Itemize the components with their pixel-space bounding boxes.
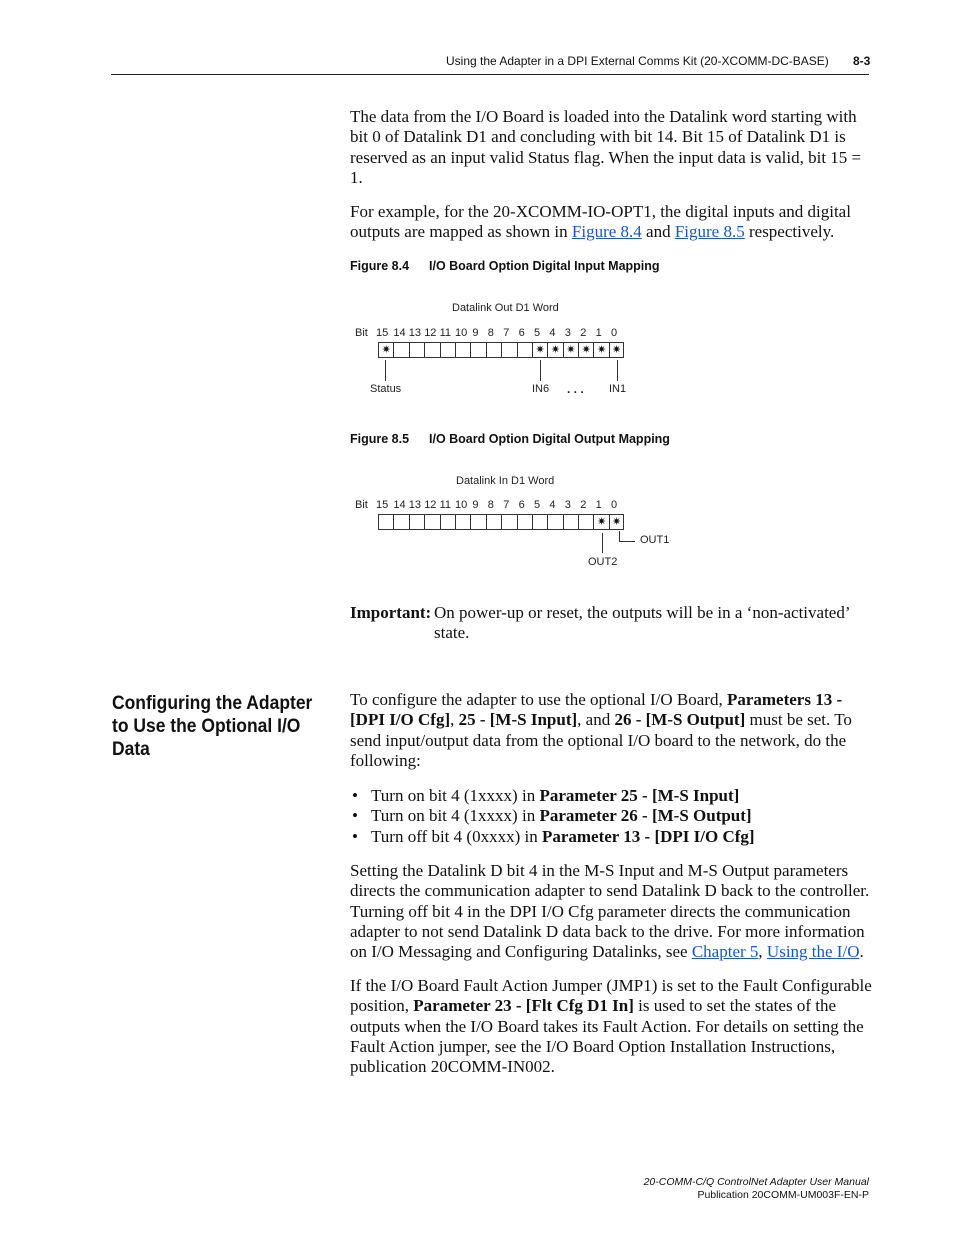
bit-number: 12	[424, 327, 437, 339]
figure-8-4-title: I/O Board Option Digital Input Mapping	[429, 259, 660, 273]
bit-cell	[593, 514, 608, 530]
figure-8-5-link[interactable]: Figure 8.5	[674, 222, 745, 242]
para3-end: .	[859, 942, 864, 962]
asterisk-marker-icon: ✷	[535, 343, 545, 356]
ellipsis-label: . . .	[567, 382, 584, 396]
asterisk-marker-icon: ✷	[597, 343, 607, 356]
out2-pointer-line	[602, 533, 603, 553]
bit-number: 7	[503, 499, 510, 511]
status-pointer-line	[385, 360, 386, 381]
bit-number: 13	[408, 327, 422, 339]
datalink-out-word-label: Datalink Out D1 Word	[452, 302, 559, 314]
bullet-text: Turn off bit 4 (0xxxx) in	[371, 826, 542, 846]
bit-cell	[578, 342, 593, 358]
bit-number: 7	[503, 327, 510, 339]
bit-cell	[470, 342, 485, 358]
bit-cell	[455, 342, 470, 358]
bit-number: 10	[455, 327, 468, 339]
para3-sep: ,	[758, 942, 767, 962]
bit-cell	[532, 514, 547, 530]
figure-8-5-number: Figure 8.5	[350, 432, 410, 446]
using-the-io-link[interactable]: Using the I/O	[766, 942, 860, 962]
bit-number: 4	[549, 499, 556, 511]
bit-number: 9	[472, 499, 479, 511]
bit-number: 10	[455, 499, 468, 511]
intro-text-4: must be set. To send input/output data from the optional I/O board to the network, do the following:	[350, 710, 852, 770]
parameter-bullet-list	[350, 786, 755, 847]
bit-cell	[409, 342, 424, 358]
para2-text-mid: and	[641, 222, 675, 242]
bullet-parameter: Parameter 26 - [M-S Output]	[539, 806, 752, 826]
figure-8-4-number: Figure 8.4	[350, 259, 410, 273]
bit-cell	[409, 514, 424, 530]
bit-cell	[424, 342, 439, 358]
bit-number: 8	[487, 499, 494, 511]
bit-number: 6	[518, 327, 525, 339]
bit-number: 14	[393, 327, 406, 339]
bit-cell	[440, 514, 455, 530]
figure-8-5-caption	[350, 432, 670, 446]
asterisk-marker-icon: ✷	[381, 343, 391, 356]
bit-cell	[378, 342, 393, 358]
bit-number: 4	[549, 327, 556, 339]
fig4-bit-label: Bit	[355, 327, 368, 339]
paragraph-datalink-bit4	[350, 861, 872, 962]
paragraph-mapping-example	[350, 202, 872, 243]
page-number: 8-3	[853, 54, 871, 68]
fig4-bit-cells	[378, 342, 624, 358]
asterisk-marker-icon: ✷	[611, 343, 622, 356]
in6-label: IN6	[532, 383, 550, 395]
bit-number: 11	[439, 499, 452, 511]
bit-number: 5	[534, 327, 541, 339]
bit-number: 5	[534, 499, 541, 511]
list-item	[350, 786, 755, 806]
asterisk-marker-icon: ✷	[581, 343, 591, 356]
list-item	[350, 827, 755, 847]
footer-publication: Publication 20COMM-UM003F-EN-P	[697, 1189, 869, 1201]
figure-8-5-title: I/O Board Option Digital Output Mapping	[429, 432, 670, 446]
out1-label: OUT1	[640, 534, 670, 546]
intro-text-3: , and	[577, 710, 615, 730]
bit-cell	[455, 514, 470, 530]
bit-number: 15	[376, 499, 389, 511]
status-label: Status	[370, 383, 402, 395]
bullet-text: Turn on bit 4 (1xxxx) in	[371, 786, 540, 805]
header-rule	[111, 74, 869, 75]
para3-text: Setting the Datalink D bit 4 in the M-S Input and M-S Output parameters directs the communication adapter to send Datalink D back to the controller. Turning off bit 4 in the DPI I/O Cfg parameter directs the communication adapter to not send Datalink D data back to the drive. For more information on I/O Messaging and Configuring Datalinks, see	[350, 861, 870, 962]
bit-cell	[547, 514, 562, 530]
para2-text-end: respectively.	[744, 222, 835, 242]
intro-param-13: Parameters 13 - [DPI I/O Cfg]	[350, 690, 843, 730]
bit-number: 0	[611, 499, 618, 511]
bit-cell	[378, 514, 393, 530]
bit-number: 1	[595, 499, 602, 511]
bit-number: 2	[580, 327, 587, 339]
in1-label: IN1	[609, 383, 627, 395]
bit-cell	[501, 514, 516, 530]
important-text: On power-up or reset, the outputs will be in a ‘non-activated’ state.	[434, 603, 850, 643]
bullet-parameter: Parameter 13 - [DPI I/O Cfg]	[541, 826, 755, 846]
bit-number: 6	[518, 499, 525, 511]
bit-cell	[517, 514, 532, 530]
bit-number: 3	[564, 327, 571, 339]
bit-cell	[578, 514, 593, 530]
figure-8-4-link[interactable]: Figure 8.4	[571, 222, 642, 242]
asterisk-marker-icon: ✷	[597, 515, 607, 528]
section-heading: Configuring the Adapter to Use the Optional I/O Data	[112, 693, 313, 760]
bullet-parameter: Parameter 25 - [M-S Input]	[539, 786, 740, 805]
bit-cell	[563, 342, 578, 358]
bit-cell	[547, 342, 562, 358]
para4-param-23: Parameter 23 - [Flt Cfg D1 In]	[413, 996, 634, 1016]
bit-number: 3	[564, 499, 571, 511]
bit-cell	[470, 514, 485, 530]
intro-text-1: To configure the adapter to use the optional I/O Board,	[350, 690, 727, 709]
bit-cell	[593, 342, 608, 358]
bit-number: 8	[487, 327, 494, 339]
bit-cell	[486, 514, 501, 530]
out2-label: OUT2	[588, 556, 618, 568]
intro-text-2: ,	[450, 710, 459, 730]
bit-cell	[501, 342, 516, 358]
para2-text-start: For example, for the 20-XCOMM-IO-OPT1, the digital inputs and digital outputs are mapped as shown in	[350, 202, 851, 242]
intro-param-25: 25 - [M-S Input]	[458, 710, 578, 730]
bit-number: 12	[424, 499, 437, 511]
paragraph-datalink-loading: The data from the I/O Board is loaded into the Datalink word starting with bit 0 of Datalink D1 and concluding with bit 14. Bit 15 of Datalink D1 is reserved as an input valid Status flag. When the input data is valid, bit 15 = 1.	[350, 107, 862, 187]
in1-pointer-line	[617, 360, 618, 381]
running-header-title: Using the Adapter in a DPI External Comms Kit (20-XCOMM-DC-BASE)	[446, 54, 829, 68]
bit-cell	[440, 342, 455, 358]
fig5-bit-cells	[378, 514, 624, 530]
bit-number: 2	[580, 499, 587, 511]
bit-cell	[393, 514, 408, 530]
figure-8-4-caption	[350, 259, 660, 273]
bit-cell	[563, 514, 578, 530]
out1-pointer-line	[619, 531, 635, 542]
bit-cell	[609, 514, 624, 530]
bit-cell	[393, 342, 408, 358]
asterisk-marker-icon: ✷	[550, 343, 561, 356]
bit-number: 15	[376, 327, 389, 339]
datalink-in-word-label: Datalink In D1 Word	[456, 475, 555, 487]
para4-text-end: is used to set the states of the outputs when the I/O Board takes its Fault Action. For details on setting the Fault Action jumper, see the I/O Board Option Installation Instructions, publication 20COMM-IN002.	[350, 996, 864, 1077]
section-intro-paragraph	[350, 690, 872, 771]
bit-cell	[486, 342, 501, 358]
important-label: Important:	[350, 603, 432, 622]
bullet-text: Turn on bit 4 (1xxxx) in	[371, 806, 540, 826]
bit-number: 9	[472, 327, 479, 339]
bit-number: 1	[595, 327, 602, 339]
bit-number: 0	[611, 327, 618, 339]
para4-text-start: If the I/O Board Fault Action Jumper (JMP1) is set to the Fault Configurable position,	[350, 976, 872, 1016]
list-item	[350, 806, 755, 826]
bit-cell	[517, 342, 532, 358]
asterisk-marker-icon: ✷	[611, 515, 622, 528]
bit-cell	[532, 342, 547, 358]
bit-number: 14	[393, 499, 406, 511]
bit-cell	[609, 342, 624, 358]
fig5-bit-label: Bit	[355, 499, 368, 511]
intro-param-26: 26 - [M-S Output]	[614, 710, 746, 730]
bit-cell	[424, 514, 439, 530]
bit-number: 13	[408, 499, 422, 511]
asterisk-marker-icon: ✷	[566, 343, 576, 356]
footer-manual-title: 20-COMM-C/Q ControlNet Adapter User Manual	[643, 1176, 869, 1188]
in6-pointer-line	[540, 360, 541, 381]
paragraph-fault-action	[350, 976, 872, 1077]
chapter-5-link[interactable]: Chapter 5	[691, 942, 759, 962]
bit-number: 11	[439, 327, 452, 339]
